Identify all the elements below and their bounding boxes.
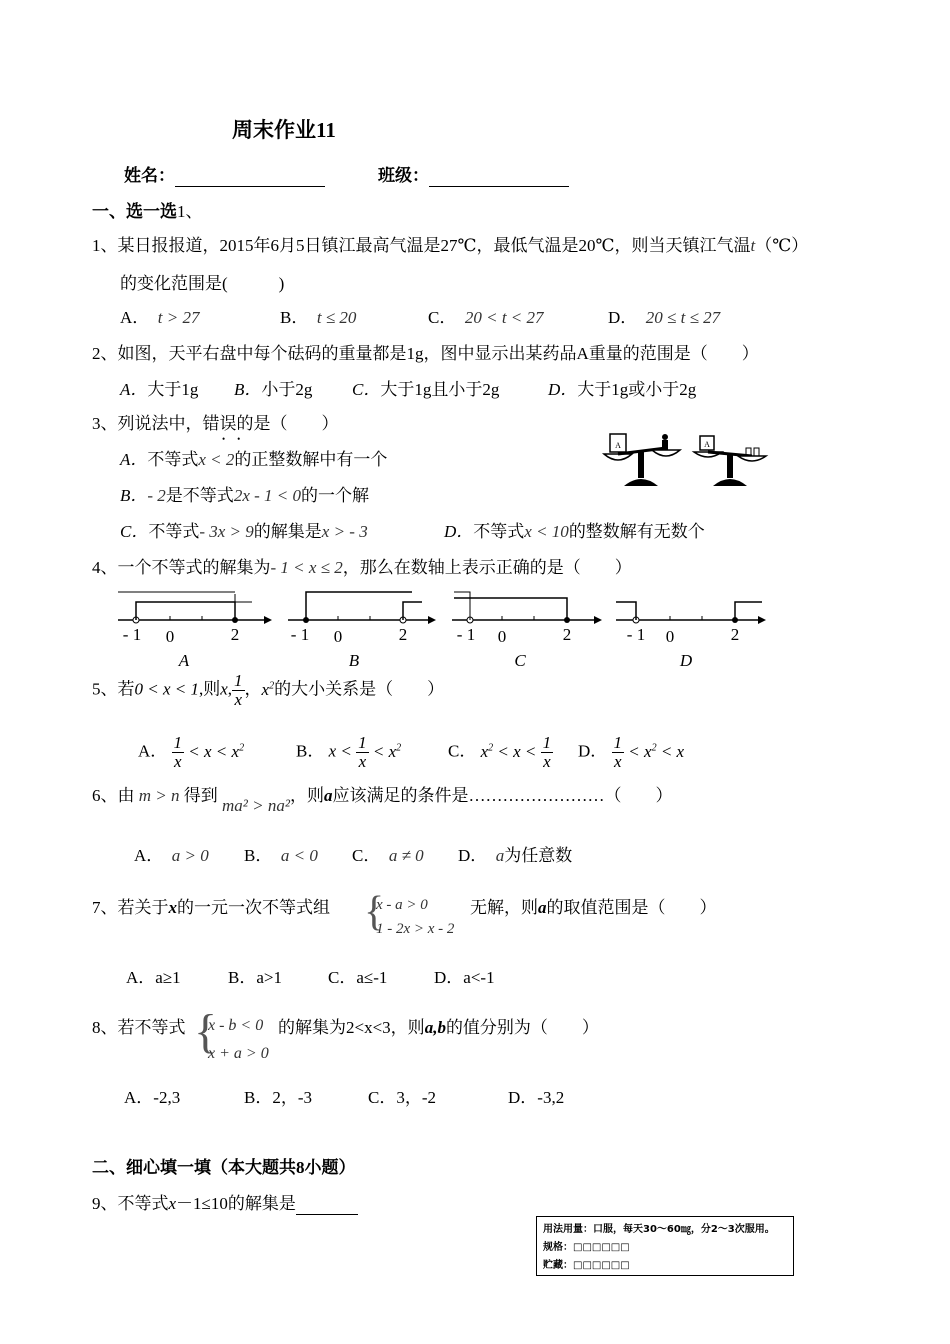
- q1-option-c[interactable]: [428, 308, 544, 328]
- q1-unit: （℃）: [755, 236, 809, 255]
- number-line-d[interactable]: [616, 602, 766, 670]
- tick-0: 0: [665, 627, 675, 646]
- q2-option-a[interactable]: [120, 380, 198, 400]
- option-text: 的整数解有无数个: [568, 522, 705, 541]
- number-line-c[interactable]: [452, 592, 602, 670]
- option-label: D．: [444, 522, 474, 541]
- system-line-2: 1 - 2x > x - 2: [376, 921, 455, 937]
- system-line-2: x + a > 0: [208, 1045, 269, 1062]
- option-text: 大于1g或小于2g: [577, 380, 697, 399]
- option-label: A．: [120, 308, 150, 327]
- q6-option-d[interactable]: [458, 846, 572, 866]
- tick-2: 2: [562, 625, 572, 644]
- option-text: 的正整数解中有一个: [234, 450, 388, 469]
- balance-scales-figure: [600, 430, 780, 492]
- q8-tail: [278, 1018, 599, 1038]
- q3-option-a[interactable]: [120, 450, 387, 470]
- option-label: C．: [352, 846, 381, 865]
- option-text: 的一个解: [301, 486, 369, 505]
- q7-system: [376, 893, 454, 941]
- tick-minus-1: - 1: [626, 625, 646, 644]
- q5-x: x: [220, 679, 228, 699]
- q8-system: [208, 1012, 269, 1068]
- q7-option-b[interactable]: B．a>1: [228, 968, 282, 987]
- q5-option-b[interactable]: B． x < $\frac{1}{x}$ < $x^2$: [296, 733, 402, 772]
- q7-tail: [470, 898, 717, 918]
- q8-option-a[interactable]: A．-2,3: [124, 1088, 181, 1107]
- q6-math1: m > n: [138, 786, 180, 805]
- balance-mark-a: A: [704, 440, 710, 449]
- fraction-1-over-x: $\frac{1}{x}$: [234, 671, 243, 710]
- section2-heading: 二、细心填一填（本大题共8小题）: [92, 1158, 356, 1177]
- option-label: A．: [138, 741, 168, 761]
- option-label: A．: [134, 846, 164, 865]
- q7-option-a[interactable]: A．a≥1: [126, 968, 181, 987]
- q9-var: x: [168, 1194, 177, 1213]
- q7-mid: 的一元一次不等式组: [177, 898, 330, 917]
- class-field: [378, 166, 569, 187]
- option-math: a > 0: [171, 846, 209, 865]
- q3-option-b[interactable]: [120, 486, 369, 506]
- label-spec: 规格：□□□□□□: [543, 1242, 630, 1253]
- option-math: x > - 3: [321, 522, 368, 541]
- class-label: 班级：: [378, 166, 429, 185]
- option-text: 大于1g: [147, 380, 199, 399]
- q1-option-b[interactable]: [280, 308, 356, 328]
- number-line-b[interactable]: [288, 592, 436, 670]
- q1-var: t: [750, 236, 756, 255]
- option-text: 的解集是: [253, 522, 322, 541]
- q4-post: ，那么在数轴上表示正确的是（ ）: [342, 558, 632, 577]
- name-field: [124, 166, 325, 187]
- q1-option-a[interactable]: [120, 308, 199, 328]
- number-line-label-a: A: [178, 651, 190, 670]
- option-math: x < 10: [524, 522, 569, 541]
- q9-answer-blank[interactable]: [296, 1194, 358, 1215]
- option-math: t ≤ 20: [316, 308, 357, 327]
- q1-line1: 1、某日报报道，2015年6月5日镇江最高气温是27℃，最低气温是20℃，则当天镇江气温: [92, 236, 751, 255]
- q1-line2: 的变化范围是( ): [120, 274, 285, 293]
- option-math: a < 0: [280, 846, 318, 865]
- option-label: B．: [120, 486, 148, 505]
- option-label: C．: [448, 741, 477, 761]
- option-math: 20 < t < 27: [464, 308, 544, 327]
- section1-title: 一、选一选: [92, 202, 177, 221]
- q9-pre: 9、不等式: [92, 1194, 169, 1213]
- number-lines: [112, 584, 772, 674]
- q2-option-d[interactable]: [548, 380, 696, 400]
- q6-option-a[interactable]: [134, 846, 209, 866]
- tick-0: 0: [497, 627, 507, 646]
- q7-post: 无解，则: [470, 898, 538, 917]
- option-label: A．: [120, 380, 148, 399]
- q3-option-d[interactable]: [444, 522, 705, 542]
- q6-option-b[interactable]: [244, 846, 318, 866]
- q6-pre: 6、由: [92, 786, 135, 805]
- q7-option-d[interactable]: D．a<-1: [434, 968, 495, 987]
- system-line-1: x - a > 0: [376, 897, 428, 913]
- q8-vars: a,b: [424, 1018, 446, 1037]
- q1-stem: [92, 236, 808, 256]
- q3-option-c[interactable]: [120, 522, 368, 542]
- option-label: D．: [548, 380, 578, 399]
- option-label: C．: [120, 522, 149, 541]
- emphasis-dots: ••: [222, 434, 253, 444]
- page-title: 周末作业11: [232, 118, 336, 142]
- q5-x-squared: $x^2$: [261, 679, 275, 699]
- tick-minus-1: - 1: [456, 625, 476, 644]
- name-label: 姓名：: [124, 166, 175, 185]
- q2-stem: 2、如图，天平右盘中每个砝码的重量都是1g，图中显示出某药品A重量的范围是（ ）: [92, 344, 759, 363]
- q8-option-d[interactable]: D．-3,2: [508, 1088, 565, 1107]
- option-text: 为任意数: [504, 846, 573, 865]
- section1-trail: 1、: [177, 202, 203, 221]
- tick-0: 0: [165, 627, 175, 646]
- tick-2: 2: [730, 625, 740, 644]
- q6-post2: 应该满足的条件是……………………（ ）: [332, 786, 673, 805]
- system-brace: {: [194, 1005, 218, 1058]
- option-label: D．: [578, 741, 608, 761]
- tick-2: 2: [230, 625, 240, 644]
- name-blank[interactable]: [175, 166, 325, 187]
- medicine-label-box: [536, 1216, 794, 1276]
- system-brace: {: [364, 889, 385, 935]
- q7-var-x: x: [168, 898, 177, 917]
- tick-2: 2: [398, 625, 408, 644]
- q3-stem: 3、列说法中，错误的是（ ）: [92, 414, 339, 433]
- option-math: - 2: [147, 486, 166, 505]
- q5-stem: 5、若0 < x < 1,则x, $\frac{1}{x}$ ，$x^2$的大小关系是（ ）: [92, 671, 445, 710]
- label-usage: 用法用量：口服，每天30～60㎎，分2～3次服用。: [543, 1224, 775, 1235]
- balance-scale-left: [604, 434, 680, 486]
- fraction-1-over-x: $\frac{1}{x}$: [358, 733, 367, 772]
- option-text: 小于2g: [261, 380, 313, 399]
- q5-mid: ,则: [199, 679, 221, 699]
- q5-post: 的大小关系是（ ）: [274, 679, 445, 699]
- q6-option-c[interactable]: [352, 846, 424, 866]
- q7-post2: 的取值范围是（ ）: [546, 898, 717, 917]
- number-line-a[interactable]: [118, 592, 272, 670]
- q1-option-d[interactable]: [608, 308, 720, 328]
- q5-option-d[interactable]: D． $\frac{1}{x}$ < $x^2 < x$: [578, 733, 685, 772]
- q6-math2: ma² > na²: [222, 796, 290, 815]
- option-math: a: [495, 846, 505, 865]
- number-line-label-d: D: [679, 651, 693, 670]
- number-line-label-b: B: [348, 651, 360, 670]
- option-math: 20 ≤ t ≤ 27: [645, 308, 721, 327]
- option-math: a ≠ 0: [388, 846, 424, 865]
- q8-post2: 的值分别为（ ）: [445, 1018, 599, 1037]
- option-label: A．: [120, 450, 148, 469]
- q2-option-c[interactable]: [352, 380, 499, 400]
- option-label: D．: [458, 846, 488, 865]
- section1-heading: [92, 202, 203, 222]
- option-label: C．: [428, 308, 457, 327]
- q4-stem: [92, 558, 632, 578]
- q6-mid: 得到: [183, 786, 218, 805]
- q7-pre: 7、若关于: [92, 898, 169, 917]
- q5-pre: 5、若: [92, 679, 135, 699]
- fraction-1-over-x: $\frac{1}{x}$: [613, 733, 623, 772]
- q6-post: ，则: [289, 786, 324, 805]
- q4-math: - 1 < x ≤ 2: [270, 558, 343, 577]
- q5-option-a[interactable]: A． $\frac{1}{x}$ < $x < x^2$: [138, 733, 245, 772]
- balance-mark-a: A: [615, 441, 621, 450]
- option-label: B．: [244, 846, 273, 865]
- fraction-1-over-x: $\frac{1}{x}$: [173, 733, 183, 772]
- q7-stem: [92, 898, 330, 918]
- option-text: 不等式: [473, 522, 525, 541]
- q7-var-a: a: [538, 898, 547, 917]
- option-label: D．: [608, 308, 638, 327]
- q2-option-b[interactable]: [234, 380, 312, 400]
- tick-minus-1: - 1: [290, 625, 310, 644]
- option-text: 大于1g且小于2g: [380, 380, 500, 399]
- option-label: B．: [296, 741, 325, 761]
- option-label: B．: [234, 380, 262, 399]
- q9-post: －1≤10的解集是: [176, 1194, 296, 1213]
- q8-pre: 8、若不等式: [92, 1018, 186, 1037]
- system-line-1: x - b < 0: [208, 1017, 264, 1034]
- q6-stem: [92, 786, 673, 815]
- option-math: 2x - 1 < 0: [233, 486, 301, 505]
- option-label: C．: [352, 380, 381, 399]
- q9-stem: [92, 1194, 358, 1215]
- q8-option-c[interactable]: C．3，-2: [368, 1088, 436, 1107]
- q5-condition: 0 < x < 1: [134, 679, 199, 699]
- option-math: t > 27: [157, 308, 200, 327]
- fraction-1-over-x: $\frac{1}{x}$: [542, 733, 552, 772]
- option-text: 不等式: [148, 522, 200, 541]
- label-storage: 贮藏：□□□□□□: [543, 1260, 630, 1271]
- option-math: x < 2: [198, 450, 235, 469]
- option-math: - 3x > 9: [199, 522, 254, 541]
- q7-option-c[interactable]: C．a≤-1: [328, 968, 388, 987]
- tick-minus-1: - 1: [122, 625, 142, 644]
- option-text: 不等式: [147, 450, 199, 469]
- q8-option-b[interactable]: B．2，-3: [244, 1088, 312, 1107]
- class-blank[interactable]: [429, 166, 569, 187]
- balance-scale-right: [694, 436, 766, 486]
- tick-0: 0: [333, 627, 343, 646]
- q8-post: 的解集为2<x<3，则: [278, 1018, 425, 1037]
- number-line-label-c: C: [514, 651, 526, 670]
- q4-pre: 4、一个不等式的解集为: [92, 558, 271, 577]
- q5-option-c[interactable]: C． $x^2 < x$ < $\frac{1}{x}$: [448, 733, 552, 772]
- option-label: B．: [280, 308, 309, 327]
- q6-var: a: [323, 786, 333, 805]
- option-text: 是不等式: [165, 486, 234, 505]
